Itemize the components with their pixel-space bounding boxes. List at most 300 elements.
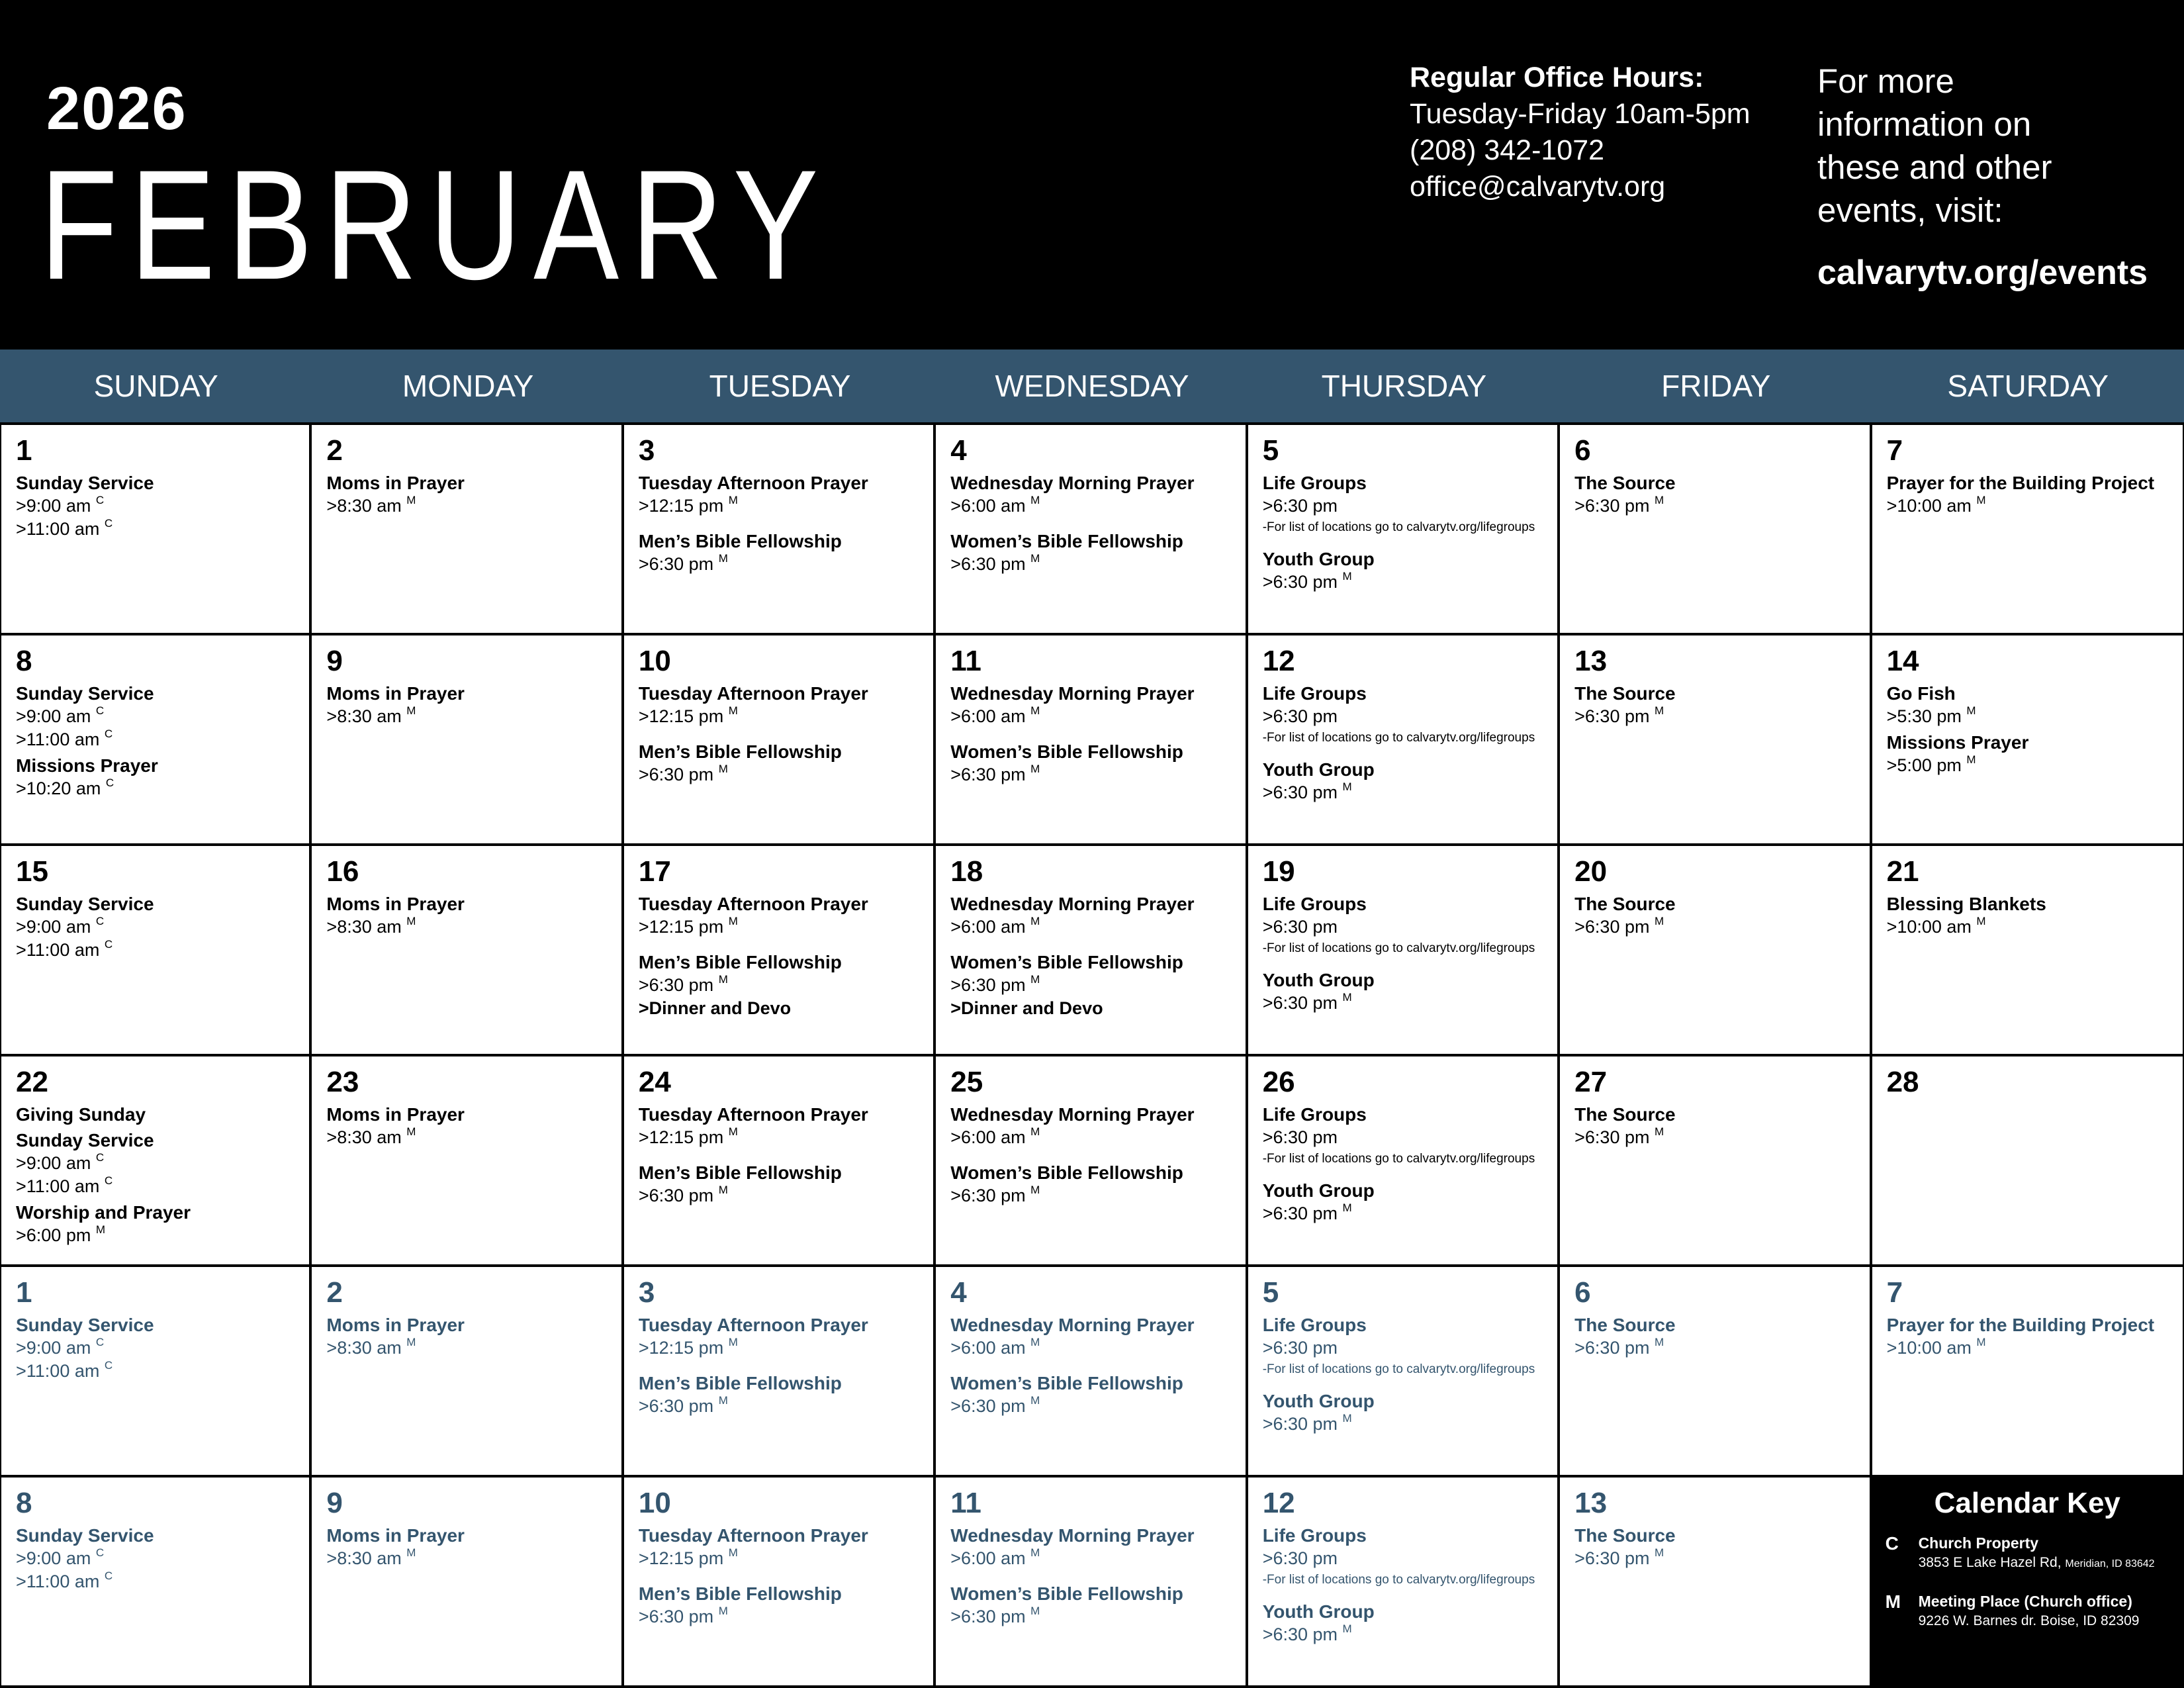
location-marker: C [95, 494, 105, 506]
day-cell[interactable] [624, 635, 936, 846]
event-time [639, 915, 919, 939]
event-time [326, 1547, 606, 1570]
calendar-event[interactable] [950, 1372, 1230, 1418]
event-name: The Source [1574, 473, 1676, 493]
event-time [1574, 705, 1854, 728]
calendar-event[interactable] [326, 682, 606, 728]
day-cell[interactable] [624, 1477, 936, 1688]
event-name: Life Groups [1262, 1104, 1367, 1125]
event-time [16, 728, 295, 751]
day-cell[interactable] [1248, 1056, 1560, 1267]
day-cell[interactable] [1248, 846, 1560, 1056]
calendar-event[interactable] [639, 471, 919, 518]
day-number: 3 [638, 434, 655, 467]
calendar-event[interactable] [1887, 731, 2168, 777]
weekday-wednesday: WEDNESDAY [995, 369, 1189, 403]
event-name: Wednesday Morning Prayer [950, 1525, 1195, 1546]
event-time [16, 1547, 295, 1570]
calendar-event[interactable] [16, 892, 295, 962]
location-marker: M [1342, 780, 1352, 793]
day-number: 15 [16, 855, 48, 888]
calendar-event[interactable] [326, 1103, 606, 1149]
calendar-event[interactable] [16, 1129, 295, 1198]
location-marker: M [95, 1223, 106, 1236]
event-time-value: >6:30 pm [950, 1396, 1026, 1416]
event-time [16, 518, 295, 541]
day-number: 26 [1262, 1066, 1295, 1098]
calendar-event[interactable] [1263, 1524, 1543, 1588]
day-cell[interactable] [1560, 425, 1872, 635]
event-name: Worship and Prayer [16, 1202, 191, 1223]
location-marker: M [1976, 494, 1986, 506]
day-cell[interactable] [936, 1267, 1248, 1477]
day-cell[interactable] [1248, 635, 1560, 846]
calendar-event[interactable] [639, 740, 919, 786]
event-time-value: >6:30 pm [950, 1607, 1026, 1626]
event-name: Tuesday Afternoon Prayer [638, 683, 868, 704]
day-cell[interactable] [936, 1477, 1248, 1688]
day-cell[interactable] [1248, 1477, 1560, 1688]
day-cell[interactable] [936, 846, 1248, 1056]
location-marker: C [105, 776, 114, 789]
day-cell[interactable] [1560, 1056, 1872, 1267]
event-name: Men’s Bible Fellowship [638, 1373, 842, 1393]
calendar-event[interactable] [1263, 1313, 1543, 1378]
event-time [639, 1395, 919, 1418]
calendar-event[interactable] [950, 682, 1230, 728]
day-cell[interactable] [1560, 1267, 1872, 1477]
location-marker: M [406, 1336, 416, 1348]
event-time [326, 1126, 606, 1149]
calendar-key-item [1886, 1533, 2169, 1574]
event-name: Women’s Bible Fellowship [950, 1373, 1183, 1393]
calendar-event[interactable] [326, 1524, 606, 1570]
location-marker: M [1342, 1622, 1352, 1635]
day-cell[interactable] [312, 1056, 623, 1267]
event-time [1263, 915, 1543, 939]
weekday-tuesday: TUESDAY [709, 369, 851, 403]
location-marker: C [95, 1546, 105, 1559]
day-number: 13 [1574, 645, 1608, 677]
event-time [16, 1224, 295, 1247]
event-time-value: >9:00 am [16, 1153, 91, 1173]
event-time [639, 705, 919, 728]
key-location-name: Church Property [1918, 1534, 2039, 1552]
calendar-event[interactable] [950, 471, 1230, 518]
day-cell[interactable] [0, 1056, 312, 1267]
location-marker: M [1976, 1336, 1986, 1348]
calendar-event[interactable] [1887, 471, 2168, 518]
event-name: Men’s Bible Fellowship [638, 1583, 842, 1604]
day-cell[interactable] [312, 846, 623, 1056]
location-marker: M [718, 1605, 728, 1617]
event-name: Youth Group [1262, 970, 1375, 990]
event-time-value: >8:30 am [326, 917, 402, 937]
event-time-value: >9:00 am [16, 1338, 91, 1358]
event-name: Life Groups [1262, 1525, 1367, 1546]
calendar-event[interactable] [639, 530, 919, 576]
day-number: 5 [1262, 434, 1279, 467]
calendar-event[interactable] [16, 1201, 295, 1247]
event-time-value: >12:15 pm [638, 917, 724, 937]
calendar-event[interactable] [16, 754, 295, 800]
day-number: 21 [1886, 855, 1919, 888]
event-name: Women’s Bible Fellowship [950, 952, 1183, 972]
day-cell[interactable] [624, 846, 936, 1056]
location-marker: C [95, 1151, 105, 1164]
event-time-value: >9:00 am [16, 496, 91, 516]
event-time [16, 915, 295, 939]
event-name: The Source [1574, 1104, 1676, 1125]
day-cell[interactable] [0, 635, 312, 846]
calendar-event[interactable] [1574, 1313, 1854, 1360]
event-name: Life Groups [1262, 1315, 1367, 1335]
event-time [16, 1152, 295, 1175]
event-time-value: >6:30 pm [638, 765, 714, 784]
event-time-value: >9:00 am [16, 706, 91, 726]
day-number: 11 [950, 1487, 981, 1519]
event-name: Moms in Prayer [326, 1104, 465, 1125]
day-number: 28 [1886, 1066, 1919, 1098]
day-cell[interactable] [1248, 425, 1560, 635]
calendar-event[interactable] [1574, 471, 1854, 518]
day-number: 13 [1574, 1487, 1608, 1519]
event-name: Men’s Bible Fellowship [638, 1162, 842, 1183]
day-cell[interactable] [0, 425, 312, 635]
calendar-event[interactable] [1887, 892, 2168, 939]
key-location-address [1919, 1611, 2140, 1631]
day-cell[interactable] [1872, 1267, 2184, 1477]
event-time [639, 1336, 919, 1360]
calendar-event[interactable] [1574, 1524, 1854, 1570]
event-extra: >Dinner and Devo [638, 998, 792, 1018]
event-time [326, 705, 606, 728]
office-email[interactable]: office@calvarytv.org [1410, 171, 1666, 203]
event-time-value: >6:30 pm [1574, 706, 1650, 726]
event-time-value: >8:30 am [326, 1127, 402, 1147]
calendar-event[interactable] [16, 471, 295, 541]
day-cell[interactable] [312, 635, 623, 846]
day-cell[interactable] [1560, 635, 1872, 846]
day-number: 12 [1262, 1487, 1295, 1519]
calendar-event[interactable] [326, 1313, 606, 1360]
event-time-value: >6:00 pm [16, 1225, 91, 1245]
calendar-event[interactable] [1263, 968, 1543, 1015]
weekday-monday: MONDAY [402, 369, 534, 403]
event-time-value: >6:30 pm [1262, 1127, 1338, 1147]
day-cell[interactable] [1872, 425, 2184, 635]
event-time [1574, 915, 1854, 939]
calendar-event[interactable] [1263, 1103, 1543, 1167]
event-time-value: >12:15 pm [638, 1338, 724, 1358]
event-name: Women’s Bible Fellowship [950, 531, 1183, 551]
event-time-value: >6:30 pm [638, 554, 714, 574]
event-name: Women’s Bible Fellowship [950, 741, 1183, 762]
event-name: Wednesday Morning Prayer [950, 1104, 1195, 1125]
event-time [1263, 1413, 1543, 1436]
event-time-value: >12:15 pm [638, 1548, 724, 1568]
event-time [16, 1175, 295, 1198]
event-time-value: >6:30 pm [1262, 496, 1338, 516]
event-time [950, 974, 1230, 997]
event-time [950, 1184, 1230, 1207]
location-marker: M [1030, 704, 1040, 717]
day-cell[interactable] [624, 425, 936, 635]
calendar-event[interactable] [639, 892, 919, 939]
day-cell[interactable] [312, 1267, 623, 1477]
day-cell[interactable] [0, 1477, 312, 1688]
location-marker: M [1966, 753, 1976, 766]
event-time [950, 705, 1230, 728]
calendar-event[interactable] [1263, 1389, 1543, 1436]
location-marker: M [1030, 1125, 1040, 1138]
event-name: The Source [1574, 1315, 1676, 1335]
event-name: Men’s Bible Fellowship [638, 952, 842, 972]
calendar-event[interactable] [16, 1103, 295, 1126]
event-name: Sunday Service [16, 1525, 154, 1546]
calendar-event[interactable] [1887, 1313, 2168, 1360]
event-time [16, 1570, 295, 1593]
day-cell[interactable] [1560, 846, 1872, 1056]
calendar-event[interactable] [639, 1372, 919, 1418]
event-time-value: >8:30 am [326, 1338, 402, 1358]
day-number: 4 [950, 1276, 967, 1309]
day-cell[interactable] [936, 1056, 1248, 1267]
calendar-event[interactable] [1263, 892, 1543, 957]
day-number: 25 [950, 1066, 983, 1098]
event-note: -For list of locations go to calvarytv.org/lifegroups [1262, 1152, 1535, 1166]
day-cell[interactable] [312, 425, 623, 635]
day-number: 6 [1574, 434, 1591, 467]
day-number: 7 [1886, 434, 1903, 467]
event-note: -For list of locations go to calvarytv.org/lifegroups [1262, 1573, 1535, 1587]
event-time-value: >6:30 pm [638, 975, 714, 995]
location-marker: M [1976, 915, 1986, 927]
calendar-event[interactable] [950, 951, 1230, 1020]
day-cell[interactable] [624, 1267, 936, 1477]
day-number: 23 [326, 1066, 359, 1098]
event-time-value: >10:20 am [16, 778, 101, 798]
event-time-value: >6:30 pm [638, 1607, 714, 1626]
day-number: 18 [950, 855, 983, 888]
event-name: Moms in Prayer [326, 894, 465, 914]
event-time-value: >12:15 pm [638, 1127, 724, 1147]
calendar-event[interactable] [16, 1313, 295, 1383]
event-time [1574, 1126, 1854, 1149]
event-time-value: >8:30 am [326, 1548, 402, 1568]
event-time [639, 553, 919, 576]
key-address-city: Meridian, ID 83642 [2065, 1558, 2155, 1570]
event-time [16, 1360, 295, 1383]
event-name: Giving Sunday [16, 1104, 146, 1125]
event-time [1887, 915, 2168, 939]
event-time-value: >8:30 am [326, 706, 402, 726]
location-marker: C [104, 1359, 113, 1372]
weekday-sunday: SUNDAY [93, 369, 218, 403]
event-name: Tuesday Afternoon Prayer [638, 1104, 868, 1125]
event-time-value: >12:15 pm [638, 706, 724, 726]
day-number: 24 [638, 1066, 671, 1098]
day-cell[interactable] [1872, 1056, 2184, 1267]
day-cell[interactable] [1248, 1267, 1560, 1477]
calendar-event[interactable] [1263, 1600, 1543, 1646]
event-time [950, 915, 1230, 939]
event-time-value: >6:30 pm [950, 1186, 1026, 1205]
calendar-event[interactable] [1574, 682, 1854, 728]
event-time-value: >6:30 pm [1262, 1203, 1338, 1223]
day-cell[interactable] [936, 635, 1248, 846]
day-number: 1 [16, 434, 32, 467]
location-marker: M [718, 552, 728, 565]
calendar-event[interactable] [950, 1103, 1230, 1149]
calendar-event[interactable] [1574, 1103, 1854, 1149]
key-location-name: Meeting Place (Church office) [1918, 1593, 2132, 1610]
calendar-event[interactable] [639, 1103, 919, 1149]
event-time [1263, 571, 1543, 594]
calendar-event[interactable] [1887, 682, 2168, 728]
day-cell[interactable] [936, 425, 1248, 635]
office-hours [1410, 60, 1751, 205]
event-time [1887, 705, 2168, 728]
event-time [1263, 1202, 1543, 1225]
location-marker: M [718, 1394, 728, 1407]
event-time-value: >6:30 pm [950, 554, 1026, 574]
day-cell[interactable] [1872, 635, 2184, 846]
calendar-event[interactable] [950, 1524, 1230, 1570]
event-time [639, 494, 919, 518]
location-marker: C [95, 1336, 105, 1348]
day-cell[interactable] [624, 1056, 936, 1267]
event-name: Women’s Bible Fellowship [950, 1583, 1183, 1604]
event-time [1574, 494, 1854, 518]
location-marker: M [1030, 1336, 1040, 1348]
event-time [950, 763, 1230, 786]
day-cell[interactable] [1560, 1477, 1872, 1688]
event-time-value: >6:30 pm [1262, 706, 1338, 726]
event-time-value: >12:15 pm [638, 496, 724, 516]
event-time [16, 939, 295, 962]
event-name: Youth Group [1262, 1601, 1375, 1622]
event-time-value: >5:30 pm [1886, 706, 1962, 726]
event-time-value: >10:00 am [1886, 917, 1972, 937]
event-name: Moms in Prayer [326, 1315, 465, 1335]
event-time-value: >6:30 pm [1574, 1548, 1650, 1568]
day-number: 3 [638, 1276, 655, 1309]
events-link[interactable]: calvarytv.org/events [1817, 254, 2148, 292]
calendar-event[interactable] [639, 1524, 919, 1570]
event-name: Youth Group [1262, 549, 1375, 569]
calendar-event[interactable] [950, 1582, 1230, 1628]
day-cell[interactable] [0, 1267, 312, 1477]
day-cell[interactable] [1872, 846, 2184, 1056]
location-marker: M [1654, 1336, 1664, 1348]
location-marker: C [95, 704, 105, 717]
event-name: Moms in Prayer [326, 473, 465, 493]
calendar-key [1872, 1477, 2184, 1688]
event-name: Wednesday Morning Prayer [950, 473, 1195, 493]
location-marker: C [104, 517, 113, 530]
calendar-key-title: Calendar Key [1934, 1487, 2120, 1519]
event-time-value: >6:00 am [950, 1338, 1026, 1358]
calendar-event[interactable] [639, 951, 919, 1020]
calendar-event[interactable] [326, 471, 606, 518]
calendar-event[interactable] [326, 892, 606, 939]
calendar-event[interactable] [1574, 892, 1854, 939]
event-name: Life Groups [1262, 894, 1367, 914]
calendar-event[interactable] [1263, 682, 1543, 746]
weekday-friday: FRIDAY [1661, 369, 1771, 403]
location-marker: M [406, 494, 416, 506]
event-time [1263, 494, 1543, 518]
event-name: Sunday Service [16, 473, 154, 493]
location-marker: M [1342, 1201, 1352, 1214]
event-time-value: >11:00 am [16, 1571, 100, 1591]
location-marker: M [1654, 1546, 1664, 1559]
calendar-event[interactable] [639, 1582, 919, 1628]
location-marker: M [1342, 570, 1352, 583]
event-name: Go Fish [1886, 683, 1956, 704]
day-cell[interactable] [312, 1477, 623, 1688]
calendar-event[interactable] [1263, 758, 1543, 804]
calendar-event[interactable] [950, 892, 1230, 939]
weekday-saturday: SATURDAY [1947, 369, 2109, 403]
event-name: Prayer for the Building Project [1886, 1315, 2155, 1335]
location-marker: M [1030, 1605, 1040, 1617]
location-marker: M [1342, 991, 1352, 1004]
day-number: 10 [638, 1487, 671, 1519]
calendar-event[interactable] [639, 1313, 919, 1360]
event-name: Wednesday Morning Prayer [950, 894, 1195, 914]
event-time [1263, 1623, 1543, 1646]
calendar-event[interactable] [1263, 1179, 1543, 1225]
day-number: 2 [326, 1276, 343, 1309]
location-marker: M [1654, 494, 1664, 506]
calendar-event[interactable] [1263, 547, 1543, 594]
year-label: 2026 [46, 75, 187, 142]
calendar-event[interactable] [639, 682, 919, 728]
calendar-event[interactable] [950, 1161, 1230, 1207]
event-time [16, 1336, 295, 1360]
calendar-event[interactable] [950, 740, 1230, 786]
event-time-value: >6:30 pm [950, 975, 1026, 995]
day-number: 12 [1262, 645, 1295, 677]
event-name: Tuesday Afternoon Prayer [638, 1315, 868, 1335]
event-name: Life Groups [1262, 683, 1367, 704]
calendar-event[interactable] [16, 1524, 295, 1593]
event-time [950, 1547, 1230, 1570]
event-time-value: >11:00 am [16, 1361, 100, 1381]
day-number: 22 [16, 1066, 48, 1098]
calendar-event[interactable] [950, 530, 1230, 576]
event-time [639, 763, 919, 786]
event-time-value: >11:00 am [16, 940, 100, 960]
calendar-event[interactable] [950, 1313, 1230, 1360]
location-marker: M [728, 915, 738, 927]
location-marker: M [728, 1125, 738, 1138]
calendar-event[interactable] [639, 1161, 919, 1207]
event-time [1887, 1336, 2168, 1360]
calendar-header [0, 0, 2184, 350]
calendar-event[interactable] [16, 682, 295, 751]
calendar-event[interactable] [1263, 471, 1543, 536]
event-time [1263, 1547, 1543, 1570]
event-time-value: >6:30 pm [950, 765, 1026, 784]
event-time-value: >6:00 am [950, 706, 1026, 726]
location-marker: M [406, 704, 416, 717]
event-time-value: >6:30 pm [1574, 917, 1650, 937]
day-cell[interactable] [0, 846, 312, 1056]
location-marker: M [728, 494, 738, 506]
